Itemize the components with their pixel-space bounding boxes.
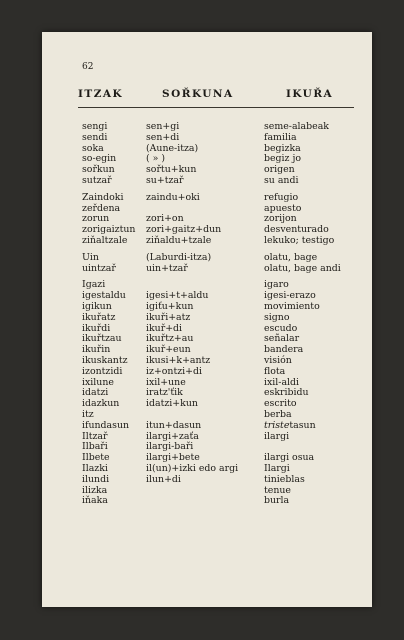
- word-cell: ikuskantz: [82, 354, 128, 366]
- meaning-cell: igesi-erazo: [264, 290, 316, 302]
- book-page: [42, 32, 372, 607]
- table-row: [42, 421, 372, 432]
- word-cell: ikuřatz: [82, 311, 116, 323]
- word-cell: Zaindoki: [82, 191, 124, 203]
- table-row: [42, 236, 372, 247]
- formation-cell: ( » ): [146, 153, 166, 165]
- meaning-cell: igaro: [264, 279, 289, 291]
- meaning-cell: visión: [264, 354, 292, 366]
- formation-cell: ikuř+di: [146, 322, 183, 334]
- word-cell: igikun: [82, 300, 112, 312]
- table-row: [42, 253, 372, 264]
- formation-cell: ikuřtz+au: [146, 333, 194, 345]
- word-cell: iňaka: [82, 495, 108, 507]
- word-cell: zeřdena: [82, 202, 121, 214]
- formation-cell: sen+di: [146, 131, 180, 143]
- meaning-cell: begiz jo: [264, 153, 302, 165]
- word-cell: ilizka: [82, 484, 108, 496]
- word-cell: ifundasun: [82, 419, 130, 431]
- word-cell: idatzi: [82, 387, 109, 399]
- formation-cell: ikuři+atz: [146, 311, 191, 323]
- table-row: [42, 475, 372, 486]
- meaning-cell: eskribidu: [264, 387, 309, 399]
- meaning-cell: familia: [264, 131, 297, 143]
- table-row: [42, 264, 372, 275]
- formation-cell: uin+tzař: [146, 262, 188, 274]
- meaning-cell: flota: [264, 365, 286, 377]
- meaning-cell: escrito: [264, 398, 297, 410]
- meaning-cell: Ilargi: [264, 462, 290, 474]
- page-number: 62: [82, 62, 94, 72]
- word-cell: sendi: [82, 131, 108, 143]
- formation-cell: ikusi+k+antz: [146, 354, 211, 366]
- meaning-cell: signo: [264, 311, 290, 323]
- meaning-cell: su andi: [264, 174, 299, 186]
- formation-cell: iz+ontzi+di: [146, 365, 203, 377]
- word-cell: sengi: [82, 121, 108, 132]
- formation-cell: ikuř+eun: [146, 344, 191, 356]
- meaning-cell: burla: [264, 495, 290, 507]
- meaning-cell: apuesto: [264, 202, 302, 214]
- word-cell: sořkun: [82, 164, 115, 176]
- formation-cell: zori+on: [146, 213, 184, 225]
- word-cell: ikuřdi: [82, 322, 111, 334]
- header-rule: [78, 107, 354, 108]
- table-row: [42, 133, 372, 144]
- formation-cell: (Aune-itza): [146, 142, 199, 154]
- meaning-cell: tinieblas: [264, 473, 305, 485]
- word-cell: so-egin: [82, 153, 117, 165]
- table-row: [42, 313, 372, 324]
- word-table: [42, 122, 372, 507]
- meaning-cell: ixil-aldi: [264, 376, 300, 388]
- table-row: [42, 176, 372, 187]
- table-row: [42, 367, 372, 378]
- meaning-cell: desventurado: [264, 224, 329, 236]
- word-cell: ziňaltzale: [82, 234, 128, 246]
- word-cell: idazkun: [82, 398, 120, 410]
- word-cell: itz: [82, 408, 94, 420]
- meaning-cell: berba: [264, 408, 292, 420]
- formation-cell: ilargi+bete: [146, 452, 200, 464]
- word-cell: Ilbete: [82, 452, 110, 464]
- formation-cell: idatzi+kun: [146, 398, 198, 410]
- meaning-cell: begizka: [264, 142, 301, 154]
- formation-cell: igiťu+kun: [146, 300, 194, 312]
- table-row: [42, 496, 372, 507]
- meaning-cell: escudo: [264, 322, 298, 334]
- header-sorkuna: SOŘKUNA: [162, 88, 234, 100]
- meaning-cell: señalar: [264, 333, 300, 345]
- formation-cell: sořtu+kun: [146, 164, 197, 176]
- word-cell: Ilbaři: [82, 441, 108, 453]
- meaning-cell: ilargi osua: [264, 452, 315, 464]
- meaning-cell: origen: [264, 164, 295, 176]
- word-cell: Igazi: [82, 279, 106, 291]
- word-cell: ikuřtzau: [82, 333, 122, 345]
- meaning-cell: bandera: [264, 344, 304, 356]
- word-cell: izontzidi: [82, 365, 123, 377]
- word-cell: soka: [82, 142, 104, 154]
- header-itzak: ITZAK: [78, 88, 124, 100]
- formation-cell: su+tzař: [146, 174, 184, 186]
- meaning-cell: ilargi: [264, 430, 290, 442]
- header-ikura: IKUŘA: [286, 88, 334, 100]
- formation-cell: ilargi+zaťa: [146, 430, 199, 442]
- meaning-cell: refugio: [264, 191, 299, 203]
- formation-cell: zaindu+oki: [146, 191, 200, 203]
- table-row: [42, 193, 372, 204]
- meaning-cell: olatu, bage: [264, 251, 318, 263]
- word-cell: ixilune: [82, 376, 114, 388]
- word-cell: Ilazki: [82, 462, 108, 474]
- formation-cell: ilargi-baři: [146, 441, 194, 453]
- word-cell: Iltzař: [82, 430, 108, 442]
- meaning-cell: tenue: [264, 484, 291, 496]
- meaning-cell: movimiento: [264, 300, 320, 312]
- word-cell: sutzař: [82, 174, 112, 186]
- formation-cell: (Laburdi-itza): [146, 251, 212, 263]
- formation-cell: ixil+une: [146, 376, 186, 388]
- formation-cell: iratz'ťik: [146, 387, 183, 399]
- formation-cell: itun+dasun: [146, 419, 202, 431]
- meaning-cell: tristetasun: [264, 419, 316, 431]
- word-cell: ilundi: [82, 473, 110, 485]
- meaning-cell: zorijon: [264, 213, 297, 225]
- formation-cell: sen+gi: [146, 121, 180, 132]
- meaning-cell: seme-alabeak: [264, 121, 329, 132]
- formation-cell: ilun+di: [146, 473, 181, 485]
- word-cell: igestaldu: [82, 290, 126, 302]
- word-cell: uintzař: [82, 262, 116, 274]
- formation-cell: il(un)+izki edo argi: [146, 462, 239, 474]
- word-cell: Uin: [82, 251, 99, 263]
- meaning-cell: lekuko; testigo: [264, 234, 335, 246]
- formation-cell: zori+gaitz+dun: [146, 224, 222, 236]
- formation-cell: igesi+t+aldu: [146, 290, 209, 302]
- word-cell: zorigaiztun: [82, 224, 136, 236]
- formation-cell: ziňaldu+tzale: [146, 234, 212, 246]
- meaning-cell: olatu, bage andi: [264, 262, 341, 274]
- word-cell: ikuřin: [82, 344, 111, 356]
- word-cell: zorun: [82, 213, 110, 225]
